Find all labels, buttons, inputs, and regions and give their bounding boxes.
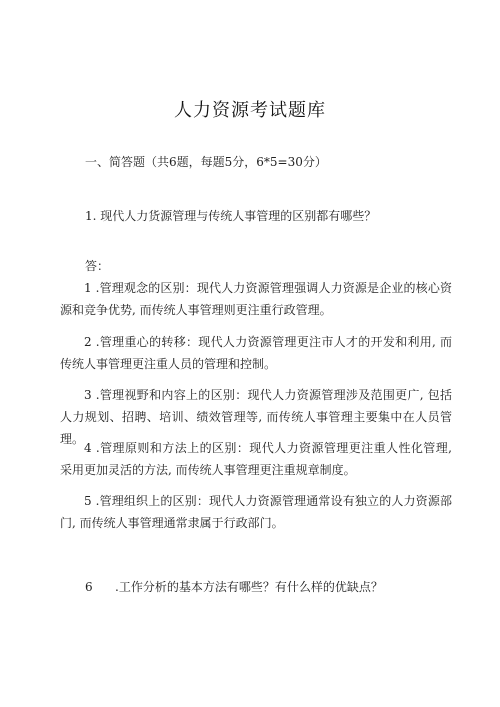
question-6-text: .工作分析的基本方法有哪些？有什么样的优缺点？ xyxy=(115,580,383,594)
question-1: 1. 现代人力货源管理与传统人事管理的区别都有哪些？ xyxy=(85,209,377,223)
answer-paragraph-4: 4 .管理原则和方法上的区别：现代人力资源管理更注重人性化管理, 采用更加灵活的方法, 而传统人事管理更注重规章制度。 xyxy=(60,441,452,477)
answer-paragraph-3: 3 .管理视野和内容上的区别：现代人力资源管理涉及范围更广, 包括人力规划、招聘、培训、绩效管理等, 而传统人事管理主要集中在人员管理。 xyxy=(60,388,452,446)
answer-paragraph-2: 2 .管理重心的转移：现代人力资源管理更注市人才的开发和利用, 而传统人事管理更注重人员的管理和控制。 xyxy=(60,335,452,371)
section-heading: 一、简答题（共6题，每题5分，6*5=30分） xyxy=(85,155,327,169)
question-6 xyxy=(85,578,383,595)
question-6-number: 6 xyxy=(85,580,93,594)
answer-paragraph-5: 5 .管理组织上的区别：现代人力资源管理通常设有独立的人力资源部门, 而传统人事管理通常隶属于行政部门。 xyxy=(60,494,452,530)
answer-paragraph-1: 1 .管理观念的区别：现代人力资源管理强调人力资源是企业的核心资源和竞争优势, 而传统人事管理则更注重行政管理。 xyxy=(60,281,452,317)
page-title: 人力资源考试题库 xyxy=(174,100,326,121)
answer-label: 答： xyxy=(85,259,110,273)
